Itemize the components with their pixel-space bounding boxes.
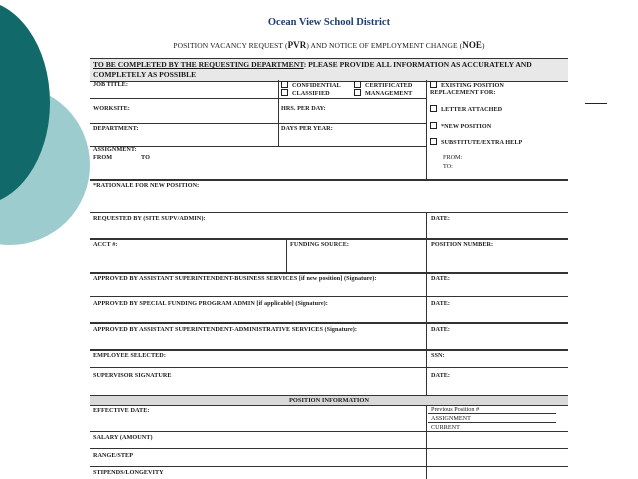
divider xyxy=(90,296,568,297)
current-label: CURRENT xyxy=(431,424,460,431)
district-title: Ocean View School District xyxy=(267,17,391,28)
checkbox-icon xyxy=(281,89,288,96)
divider xyxy=(90,431,568,432)
approved-admin-label: APPROVED BY ASSISTANT SUPERINTENDENT-ADMINISTRATIVE SERVICES (Signature): xyxy=(93,326,357,333)
divider xyxy=(426,405,427,479)
salary-label: SALARY (AMOUNT) xyxy=(93,434,153,441)
assignment-caps-label: ASSIGNMENT xyxy=(431,415,471,422)
divider xyxy=(90,179,568,181)
checkbox-icon xyxy=(430,138,437,145)
department-label: DEPARTMENT: xyxy=(93,125,139,132)
existing-position-checkbox[interactable]: EXISTING POSITION xyxy=(430,81,504,89)
range-step-label: RANGE/STEP xyxy=(93,452,134,459)
sub-to-label: TO: xyxy=(443,163,453,170)
ssn-label: SSN: xyxy=(431,352,445,359)
assignment-to-label: TO xyxy=(141,154,150,161)
divider xyxy=(90,98,426,99)
approved-business-label: APPROVED BY ASSISTANT SUPERINTENDENT-BUSINESS SERVICES [if new position] (Signature): xyxy=(93,275,377,282)
checkbox-icon xyxy=(354,81,361,88)
checkbox-icon xyxy=(430,122,437,129)
job-title-label: JOB TITLE: xyxy=(93,81,128,88)
certificated-checkbox[interactable]: CERTIFICATED xyxy=(354,81,412,89)
checkbox-icon xyxy=(281,81,288,88)
checkbox-icon xyxy=(430,105,437,112)
letter-attached-checkbox[interactable]: LETTER ATTACHED xyxy=(430,105,502,113)
acct-label: ACCT #: xyxy=(93,241,118,248)
approved-business-date-label: DATE: xyxy=(431,275,451,282)
supervisor-signature-label: SUPERVISOR SIGNATURE xyxy=(93,372,172,379)
divider xyxy=(90,349,568,351)
divider xyxy=(278,80,279,146)
funding-source-label: FUNDING SOURCE: xyxy=(290,241,350,248)
effective-date-label: EFFECTIVE DATE: xyxy=(93,407,150,414)
hrs-per-day-label: HRS. PER DAY: xyxy=(281,105,326,112)
rationale-label: *RATIONALE FOR NEW POSITION: xyxy=(93,182,200,189)
approved-admin-date-label: DATE: xyxy=(431,326,451,333)
sub-from-label: FROM: xyxy=(443,154,463,161)
assignment-from-label: FROM xyxy=(93,154,113,161)
new-position-checkbox[interactable]: *NEW POSITION xyxy=(430,122,491,130)
days-per-year-label: DAYS PER YEAR: xyxy=(281,125,333,132)
divider xyxy=(426,80,427,180)
divider xyxy=(90,367,568,368)
divider xyxy=(426,212,427,395)
supervisor-date-label: DATE: xyxy=(431,372,451,379)
previous-position-label: Previous Position # xyxy=(431,406,480,413)
instructions-header: TO BE COMPLETED BY THE REQUESTING DEPARTMENT: PLEASE PROVIDE ALL INFORMATION AS ACCURATELY AND COMPLETELY AS POSSIBLE xyxy=(90,58,568,82)
divider xyxy=(90,466,568,467)
divider xyxy=(286,239,287,273)
classified-checkbox[interactable]: CLASSIFIED xyxy=(281,89,330,97)
checkbox-icon xyxy=(430,81,437,88)
requested-date-label: DATE: xyxy=(431,215,451,222)
divider xyxy=(90,238,568,240)
replacement-for-label: REPLACEMENT FOR: xyxy=(430,89,496,96)
form-subtitle: POSITION VACANCY REQUEST (PVR) AND NOTICE OF EMPLOYMENT CHANGE (NOE) xyxy=(173,40,485,50)
substitute-checkbox[interactable]: SUBSTITUTE/EXTRA HELP xyxy=(430,138,522,146)
position-information-header: POSITION INFORMATION xyxy=(90,395,568,406)
divider xyxy=(428,413,556,414)
position-number-label: POSITION NUMBER: xyxy=(431,241,494,248)
divider xyxy=(90,322,568,324)
divider xyxy=(90,212,568,213)
worksite-label: WORKSITE: xyxy=(93,105,130,112)
divider xyxy=(90,448,568,449)
position-vacancy-form xyxy=(90,0,568,479)
employee-selected-label: EMPLOYEE SELECTED: xyxy=(93,352,166,359)
management-checkbox[interactable]: MANAGEMENT xyxy=(354,89,412,97)
assignment-label: ASSIGNMENT: xyxy=(93,146,137,153)
approved-special-date-label: DATE: xyxy=(431,300,451,307)
checkbox-icon xyxy=(354,89,361,96)
confidential-checkbox[interactable]: CONFIDENTIAL xyxy=(281,81,341,89)
requested-by-label: REQUESTED BY (SITE SUPV/ADMIN): xyxy=(93,215,206,222)
divider xyxy=(90,272,568,274)
divider xyxy=(428,422,556,423)
decorative-dash xyxy=(585,103,607,104)
divider xyxy=(90,123,426,124)
divider xyxy=(90,146,426,147)
approved-special-label: APPROVED BY SPECIAL FUNDING PROGRAM ADMIN [if applicable] (Signature): xyxy=(93,300,328,307)
stipends-label: STIPENDS/LONGEVITY xyxy=(93,469,164,476)
